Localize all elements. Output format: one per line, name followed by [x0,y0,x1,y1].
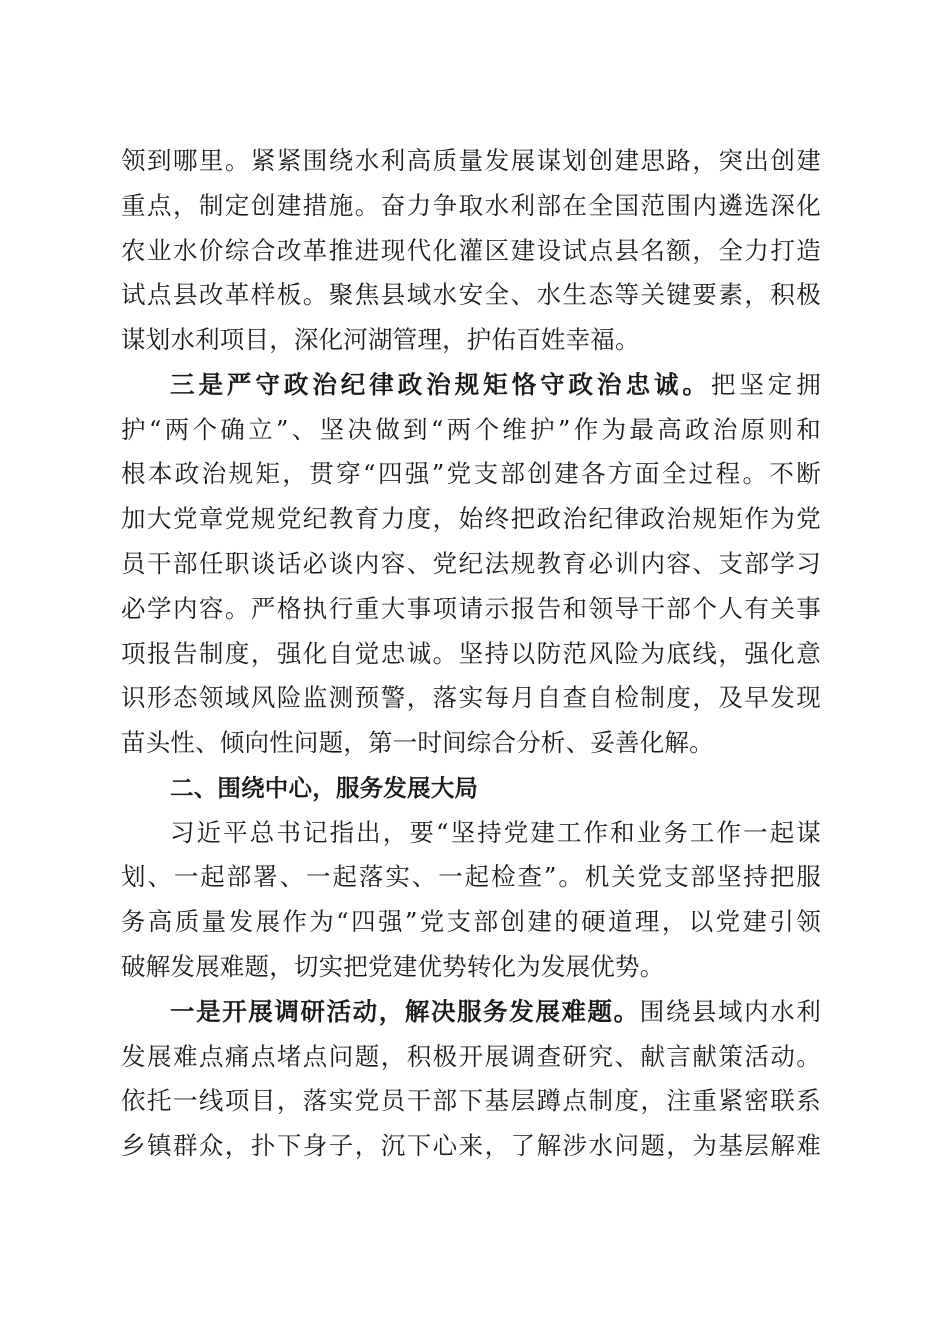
paragraph-line-11: 必学内容。严格执行重大事项请示报告和领导干部个人有关事 [121,594,821,623]
paragraph-line-22: 发展难点痛点堵点问题，积极开展调查研究、献言献策活动。 [121,1042,821,1071]
paragraph-line-8: 根本政治规矩，贯穿“四强”党支部创建各方面全过程。不断 [121,459,821,488]
paragraph-line-9: 加大党章党规党纪教育力度，始终把政治纪律政治规矩作为党 [121,504,821,533]
paragraph-line-5: 谋划水利项目，深化河湖管理，护佑百姓幸福。 [121,325,640,354]
section-heading-2: 二、围绕中心，服务发展大局 [170,774,479,802]
paragraph-line-23: 依托一线项目，落实党员干部下基层蹲点制度，注重紧密联系 [121,1086,821,1115]
paragraph-line-3: 农业水价综合改革推进现代化灌区建设试点县名额，全力打造 [121,236,821,265]
paragraph-line-7: 护“两个确立”、坚决做到“两个维护”作为最高政治原则和 [121,415,821,444]
paragraph-line-18: 务高质量发展作为“四强”党支部创建的硬道理，以党建引领 [121,907,821,936]
paragraph-line-1: 领到哪里。紧紧围绕水利高质量发展谋划创建思路，突出创建 [121,146,821,175]
paragraph-2-first-line [170,363,821,407]
subsection-title-1: 一是开展调研活动，解决服务发展难题。 [170,997,640,1026]
paragraph-line-12: 项报告制度，强化自觉忠诚。坚持以防范风险为底线，强化意 [121,639,821,668]
paragraph-line-19: 破解发展难题，切实把党建优势转化为发展优势。 [121,952,665,981]
paragraph-line-2: 重点，制定创建措施。奋力争取水利部在全国范围内遴选深化 [121,191,821,220]
subsection-title-3: 三是严守政治纪律政治规矩恪守政治忠诚。 [170,370,711,399]
paragraph-4-first-line [170,990,821,1034]
subsection-1-lead-text: 围绕县域内水利 [639,997,821,1026]
paragraph-line-4: 试点县改革样板。聚焦县域水安全、水生态等关键要素，积极 [121,280,821,309]
paragraph-line-16: 习近平总书记指出，要“坚持党建工作和业务工作一起谋 [170,818,821,847]
paragraph-line-13: 识形态领域风险监测预警，落实每月自查自检制度，及早发现 [121,683,821,712]
paragraph-line-10: 员干部任职谈话必谈内容、党纪法规教育必训内容、支部学习 [121,549,821,578]
paragraph-line-24: 乡镇群众，扑下身子，沉下心来，了解涉水问题，为基层解难 [121,1131,821,1160]
paragraph-line-14: 苗头性、倾向性问题，第一时间综合分析、妥善化解。 [121,728,714,757]
paragraph-line-17: 划、一起部署、一起落实、一起检查”。机关党支部坚持把服 [121,862,821,891]
subsection-3-lead-text: 把坚定拥 [710,370,821,399]
